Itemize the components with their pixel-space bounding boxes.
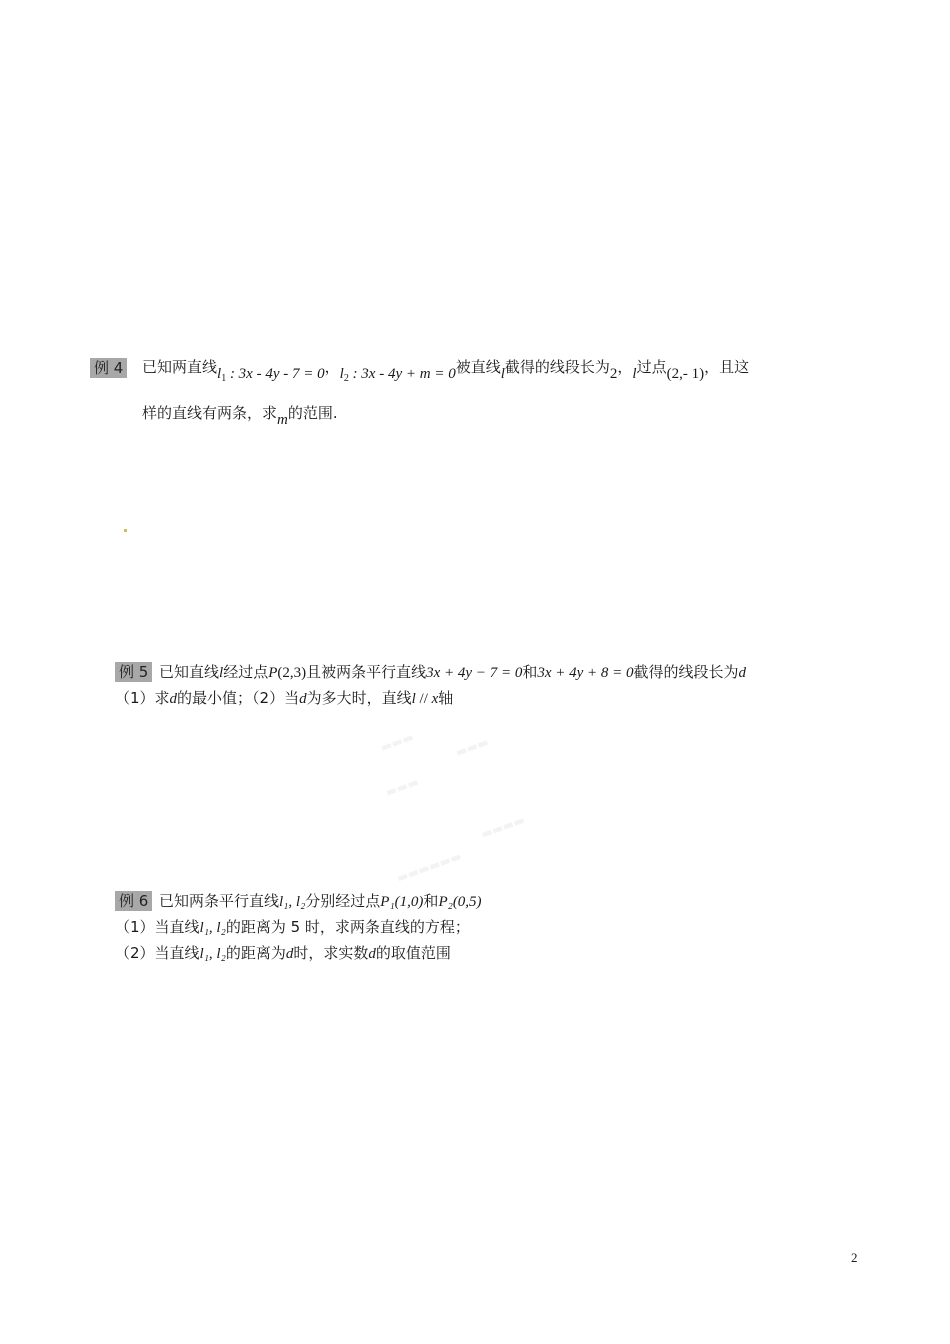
- ex4-point: (2,- 1): [666, 366, 705, 382]
- ex5-q2-d: d: [299, 691, 307, 707]
- ex6-q2-b: 的距离为: [225, 944, 286, 962]
- ex5-P: P: [268, 665, 278, 681]
- example-4-line-2: [142, 402, 338, 428]
- watermark-trace: ▬▬▬: [453, 734, 491, 760]
- watermark-trace: ▬▬▬▬: [478, 812, 527, 842]
- ex4-l2: l: [339, 366, 344, 382]
- ex4-l: l: [500, 366, 505, 382]
- ex4-l1: l: [217, 366, 222, 382]
- ex5-q2-parallel: //: [415, 691, 432, 707]
- ex6-q2-e: 的取值范围: [375, 944, 451, 962]
- ex4-comma-2: ，: [617, 358, 633, 376]
- ex5-q1-b: 的最小值；（2）当: [177, 689, 300, 707]
- ex5-q2-e: 轴: [438, 689, 454, 707]
- ex6-q1-a: （1）当直线: [115, 918, 200, 936]
- ex6-q1-b: 的距离为 5 时，求两条直线的方程；: [225, 918, 470, 936]
- ex5-q1-d: d: [169, 691, 178, 707]
- example-5-line-1: [159, 661, 746, 684]
- ex4-m: m: [277, 412, 288, 428]
- ex4-text-1: 已知两直线: [142, 358, 218, 376]
- ex4-line2-b: 的范围.: [287, 404, 338, 422]
- ex6-text-1: 已知两条平行直线: [159, 892, 280, 910]
- ex4-comma-1: ，: [324, 358, 340, 376]
- example-6-tag: 例 6: [115, 891, 152, 911]
- watermark-trace: ▬▬▬: [383, 774, 421, 800]
- ex4-l1-sub: 1: [221, 373, 227, 384]
- example-4-tag: 例 4: [90, 358, 127, 378]
- ex6-text-2: 分别经过点: [305, 892, 381, 910]
- example-5-tag: 例 5: [115, 662, 152, 682]
- ex4-text-3: 截得的线段长为: [504, 358, 610, 376]
- example-6-line-1: [159, 890, 482, 913]
- ex4-eq1: : 3x - 4y - 7 = 0: [226, 366, 325, 382]
- ex5-eq2: 3x + 4y + 8 = 0: [537, 665, 634, 681]
- stray-dot: [124, 529, 127, 532]
- ex4-eq2: : 3x - 4y + m = 0: [348, 366, 456, 382]
- watermark-trace: ▬▬▬▬▬▬: [394, 848, 464, 886]
- ex5-d: d: [738, 665, 747, 681]
- ex6-lines: l₁, l₂: [279, 894, 306, 910]
- ex5-eq1: 3x + 4y − 7 = 0: [426, 665, 523, 681]
- ex5-q2-x: x: [431, 691, 439, 707]
- ex5-point: (2,3): [277, 665, 307, 681]
- ex5-text-4: 和: [522, 663, 538, 681]
- ex4-line2-a: 样的直线有两条，求: [142, 404, 278, 422]
- ex6-q1-lines: l₁, l₂: [199, 920, 226, 936]
- ex5-text-2: 经过点: [223, 663, 269, 681]
- ex6-q2-d2: d: [368, 946, 376, 962]
- ex6-P1: P₁(1,0): [380, 894, 424, 910]
- ex6-q2-lines: l₁, l₂: [199, 946, 226, 962]
- ex6-q2-d: d: [285, 946, 294, 962]
- ex6-text-3: 和: [423, 892, 439, 910]
- example-5-line-2: [115, 687, 453, 710]
- ex5-q2-l: l: [411, 691, 416, 707]
- ex5-text-5: 截得的线段长为: [633, 663, 739, 681]
- ex4-l2-sub: 2: [343, 373, 349, 384]
- example-6-line-3: [115, 942, 451, 965]
- ex5-text-3: 且被两条平行直线: [306, 663, 427, 681]
- page-number: 2: [851, 1250, 858, 1265]
- ex4-two: 2: [609, 366, 618, 382]
- ex4-text-4: 过点: [636, 358, 667, 376]
- ex6-q2-a: （2）当直线: [115, 944, 200, 962]
- ex6-q2-c: 时，求实数: [293, 944, 369, 962]
- ex4-text-2: 被直线: [455, 358, 501, 376]
- example-4-line-1: [142, 356, 749, 384]
- ex5-text-1: 已知直线: [159, 663, 220, 681]
- ex4-l-b: l: [632, 366, 637, 382]
- example-6-line-2: [115, 916, 470, 939]
- ex6-P2: P₂(0,5): [438, 894, 482, 910]
- ex4-text-5: ，且这: [704, 358, 750, 376]
- ex5-q1-a: （1）求: [115, 689, 170, 707]
- ex5-q2-b: 为多大时，直线: [306, 689, 412, 707]
- ex5-l: l: [219, 665, 224, 681]
- watermark-trace: ▬▬▬: [378, 729, 416, 755]
